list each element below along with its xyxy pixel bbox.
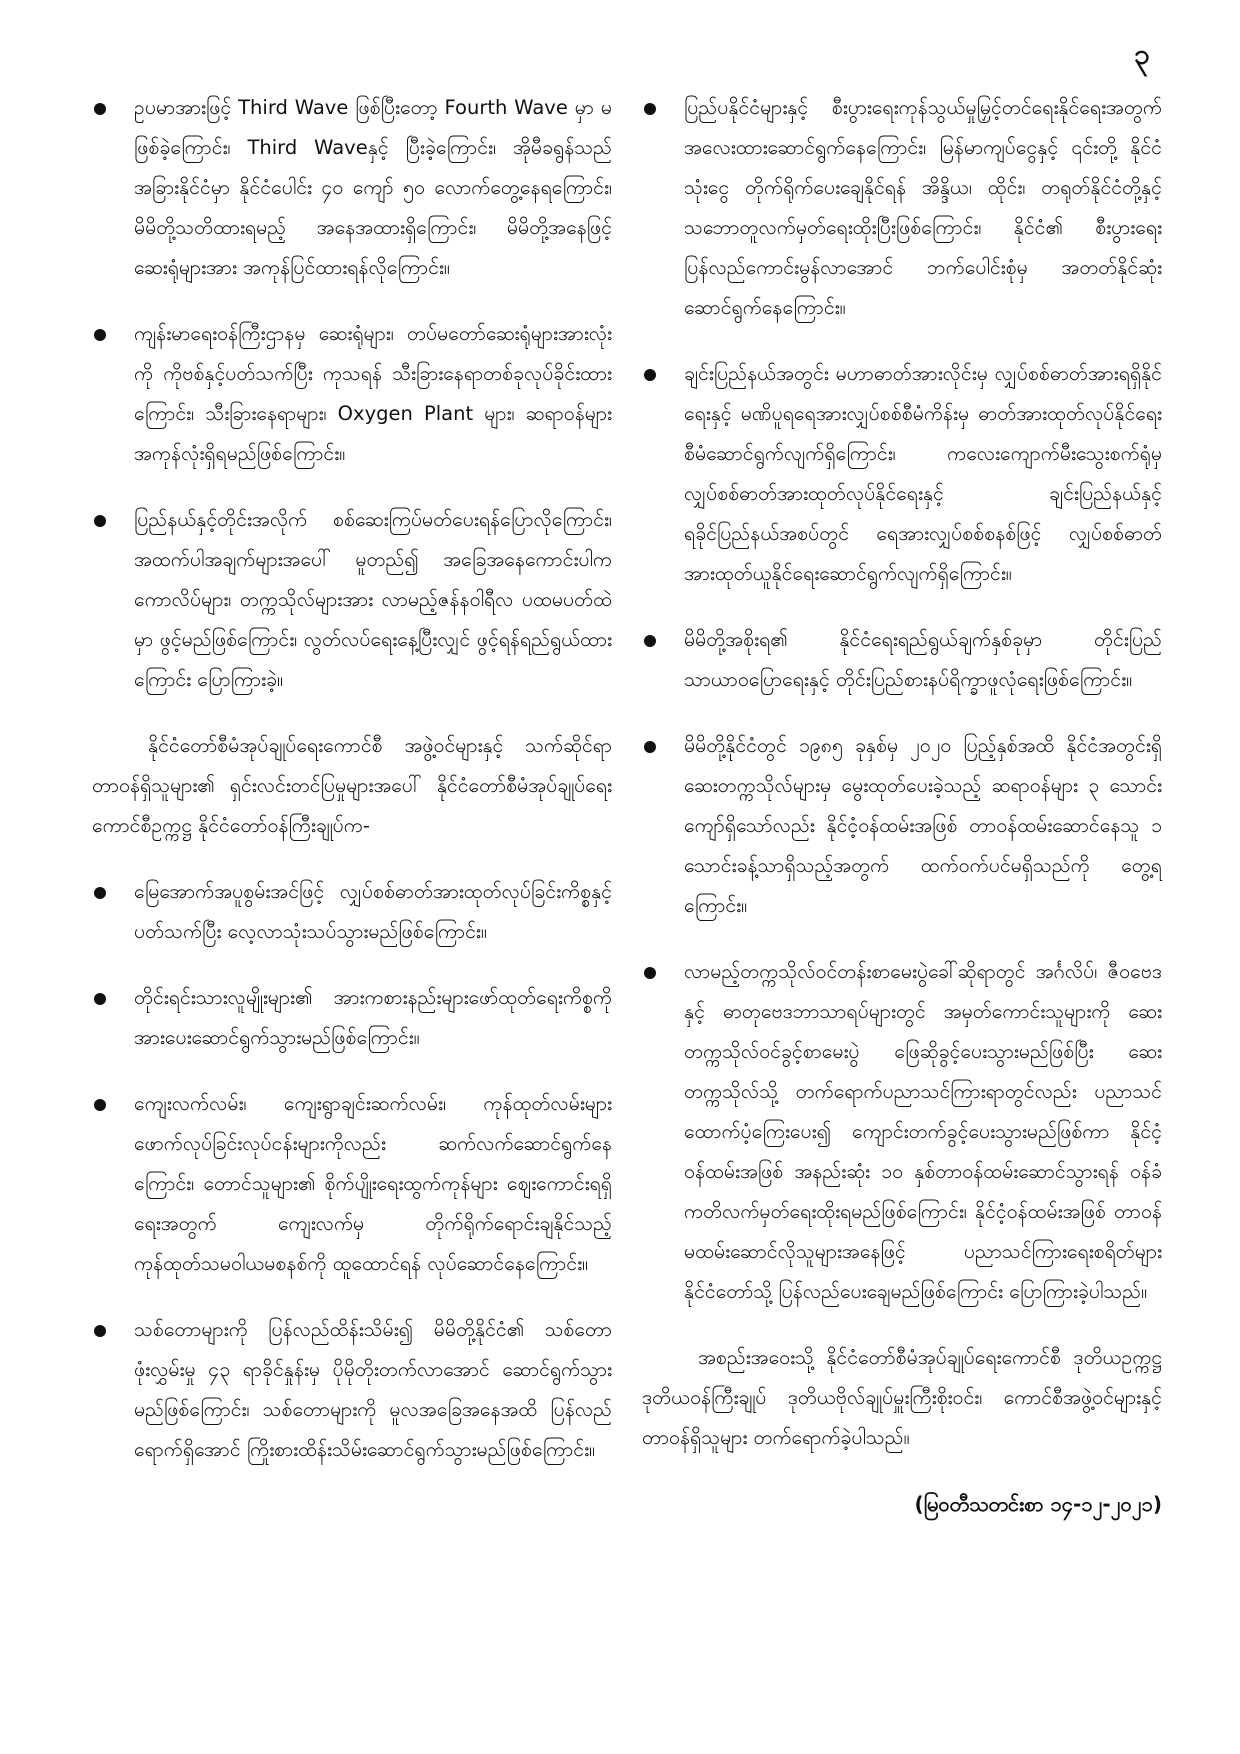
closing-paragraph: အစည်းအဝေးသို့ နိုင်ငံတော်စီမံအုပ်ချုပ်ရေးကောင်စီ ဒုတိယဥက္ကဋ္ဌ ဒုတိယဝန်ကြီးချုပ် ဒုတိယဗိုလ်ချုပ်မှူးကြီးစိုးဝင်း၊ ကောင်စီအဖွဲ့ဝင်များနှင့် တာဝန်ရှိသူများ တက်ရောက်ခဲ့ပါသည်။	[642, 1346, 1162, 1449]
list-item: တိုင်းရင်းသားလူမျိုးများ၏ အားကစားနည်းများဖော်ထုတ်ရေးကိစ္စကို အားပေးဆောင်ရွက်သွားမည်ဖြစ်ကြောင်း။	[92, 978, 612, 1058]
list-item: မြေအောက်အပူစွမ်းအင်ဖြင့် လျှပ်စစ်ဓာတ်အားထုတ်လုပ်ခြင်းကိစ္စနှင့်ပတ်သက်ပြီး လေ့လာသုံးသပ်သွားမည်ဖြစ်ကြောင်း။	[92, 872, 612, 952]
page-number: ၃	[1134, 38, 1150, 71]
list-item: ချင်းပြည်နယ်အတွင်း မဟာဓာတ်အားလိုင်းမှ လျှပ်စစ်ဓာတ်အားရရှိနိုင်ရေးနှင့် မဏိပူရရေအားလျှပ်စစ်စီမံကိန်းမှ ဓာတ်အားထုတ်လုပ်နိုင်ရေး စီမံဆောင်ရွက်လျက်ရှိကြောင်း၊ ကလေးကျောက်မီးသွေးစက်ရုံမှ လျှပ်စစ်ဓာတ်အားထုတ်လုပ်နိုင်ရေးနှင့် ချင်းပြည်နယ်နှင့် ရခိုင်ပြည်နယ်အစပ်တွင် ရေအားလျှပ်စစ်စနစ်ဖြင့် လျှပ်စစ်ဓာတ်အားထုတ်ယူနိုင်ရေးဆောင်ရွက်လျက်ရှိကြောင်း။	[642, 354, 1162, 594]
list-item: ဥပမာအားဖြင့် Third Wave ဖြစ်ပြီးတော့ Fourth Wave မှာ မဖြစ်ခဲ့ကြောင်း၊ Third Waveနှင့် ပြီးခဲ့ကြောင်း၊ အိုမီခရွန်သည် အခြားနိုင်ငံမှာ နိုင်ငံပေါင်း ၄၀ ကျော် ၅၀ လောက်တွေ့နေရကြောင်း၊ မိမိတို့သတိထားရမည့် အနေအထားရှိကြောင်း၊ မိမိတို့အနေဖြင့် ဆေးရုံများအား အကုန်ပြင်ထားရန်လိုကြောင်း။	[92, 88, 612, 288]
body-paragraph: နိုင်ငံတော်စီမံအုပ်ချုပ်ရေးကောင်စီ အဖွဲ့ဝင်များနှင့် သက်ဆိုင်ရာတာဝန်ရှိသူများ၏ ရှင်းလင်းတင်ပြမှုများအပေါ် နိုင်ငံတော်စီမံအုပ်ချုပ်ရေးကောင်စီဥက္ကဋ္ဌ နိုင်ငံတော်ဝန်ကြီးချုပ်က-	[92, 734, 612, 837]
list-item: မိမိတို့အစိုးရ၏ နိုင်ငံရေးရည်ရွယ်ချက်နှစ်ခုမှာ တိုင်းပြည်သာယာဝပြောရေးနှင့် တိုင်းပြည်စားနပ်ရိက္ခာဖူလုံရေးဖြစ်ကြောင်း။	[642, 620, 1162, 700]
list-item: ပြည်ပနိုင်ငံများနှင့် စီးပွားရေးကုန်သွယ်မှုမြှင့်တင်ရေးနိုင်ရေးအတွက် အလေးထားဆောင်ရွက်နေကြောင်း၊ မြန်မာကျပ်ငွေနှင့် ၎င်းတို့ နိုင်ငံသုံးငွေ တိုက်ရိုက်ပေးချေနိုင်ရန် အိန္ဒိယ၊ ထိုင်း၊ တရုတ်နိုင်ငံတို့နှင့် သဘောတူလက်မှတ်ရေးထိုးပြီးဖြစ်ကြောင်း၊ နိုင်ငံ၏ စီးပွားရေးပြန်လည်ကောင်းမွန်လာအောင် ဘက်ပေါင်းစုံမှ အတတ်နိုင်ဆုံးဆောင်ရွက်နေကြောင်း။	[642, 88, 1162, 328]
list-item: ကျေးလက်လမ်း၊ ကျေးရွာချင်းဆက်လမ်း၊ ကုန်ထုတ်လမ်းများဖောက်လုပ်ခြင်းလုပ်ငန်းများကိုလည်း ဆက်လက်ဆောင်ရွက်နေကြောင်း၊ တောင်သူများ၏ စိုက်ပျိုးရေးထွက်ကုန်များ ဈေးကောင်းရရှိရေးအတွက် ကျေးလက်မှ တိုက်ရိုက်ရောင်းချနိုင်သည့် ကုန်ထုတ်သမဝါယမစနစ်ကို ထူထောင်ရန် လုပ်ဆောင်နေကြောင်း။	[92, 1084, 612, 1284]
list-item: လာမည့်တက္ကသိုလ်ဝင်တန်းစာမေးပွဲခေါ်ဆိုရာတွင် အင်္ဂလိပ်၊ ဇီဝဗေဒနှင့် ဓာတုဗေဒဘာသာရပ်များတွင် အမှတ်ကောင်းသူများကို ဆေးတက္ကသိုလ်ဝင်ခွင့်စာမေးပွဲ ဖြေဆိုခွင့်ပေးသွားမည်ဖြစ်ပြီး ဆေးတက္ကသိုလ်သို့ တက်ရောက်ပညာသင်ကြားရာတွင်လည်း ပညာသင်ထောက်ပံ့ကြေးပေး၍ ကျောင်းတက်ခွင့်ပေးသွားမည်ဖြစ်ကာ နိုင်ငံ့ဝန်ထမ်းအဖြစ် အနည်းဆုံး ၁၀ နှစ်တာဝန်ထမ်းဆောင်သွားရန် ဝန်ခံကတိလက်မှတ်ရေးထိုးရမည်ဖြစ်ကြောင်း၊ နိုင်ငံ့ဝန်ထမ်းအဖြစ် တာဝန်မထမ်းဆောင်လိုသူများအနေဖြင့် ပညာသင်ကြားရေးစရိတ်များ နိုင်ငံတော်သို့ ပြန်လည်ပေးချေမည်ဖြစ်ကြောင်း ပြောကြားခဲ့ပါသည်။	[642, 952, 1162, 1312]
source-citation: (မြဝတီသတင်းစာ ၁၄-၁၂-၂၀၂၁)	[914, 1492, 1162, 1516]
list-item: ကျန်းမာရေးဝန်ကြီးဌာနမှ ဆေးရုံများ၊ တပ်မတော်ဆေးရုံများအားလုံးကို ကိုဗစ်နှင့်ပတ်သက်ပြီး ကုသရန် သီးခြားနေရာတစ်ခုလုပ်ခိုင်းထားကြောင်း၊ သီးခြားနေရာများ၊ Oxygen Plant များ၊ ဆရာဝန်များ အကုန်လုံးရှိရမည်ဖြစ်ကြောင်း။	[92, 314, 612, 474]
left-column	[92, 88, 612, 1496]
list-item: မိမိတို့နိုင်ငံတွင် ၁၉၈၅ ခုနှစ်မှ ၂၀၂၀ ပြည့်နှစ်အထိ နိုင်ငံအတွင်းရှိ ဆေးတက္ကသိုလ်များမှ မွေးထုတ်ပေးခဲ့သည့် ဆရာဝန်များ ၃ သောင်းကျော်ရှိသော်လည်း နိုင်ငံ့ဝန်ထမ်းအဖြစ် တာဝန်ထမ်းဆောင်နေသူ ၁ သောင်းခန့်သာရှိသည့်အတွက် ထက်ဝက်ပင်မရှိသည်ကို တွေ့ရကြောင်း။	[642, 726, 1162, 926]
list-item: ပြည်နယ်နှင့်တိုင်းအလိုက် စစ်ဆေးကြပ်မတ်ပေးရန်ပြောလိုကြောင်း၊ အထက်ပါအချက်များအပေါ် မူတည်၍ အခြေအနေကောင်းပါက ကောလိပ်များ၊ တက္ကသိုလ်များအား လာမည့်ဇန်နဝါရီလ ပထမပတ်ထဲမှာ ဖွင့်မည်ဖြစ်ကြောင်း၊ လွတ်လပ်ရေးနေ့ပြီးလျှင် ဖွင့်ရန်ရည်ရွယ်ထားကြောင်း ပြောကြားခဲ့။	[92, 500, 612, 700]
list-item: သစ်တောများကို ပြန်လည်ထိန်းသိမ်း၍ မိမိတို့နိုင်ငံ၏ သစ်တောဖုံးလွှမ်းမှု ၄၃ ရာခိုင်နှုန်းမှ ပိုမိုတိုးတက်လာအောင် ဆောင်ရွက်သွားမည်ဖြစ်ကြောင်း၊ သစ်တောများကို မူလအခြေအနေအထိ ပြန်လည်ရောက်ရှိအောင် ကြိုးစားထိန်းသိမ်းဆောင်ရွက်သွားမည်ဖြစ်ကြောင်း။	[92, 1310, 612, 1470]
right-column	[642, 88, 1162, 1524]
